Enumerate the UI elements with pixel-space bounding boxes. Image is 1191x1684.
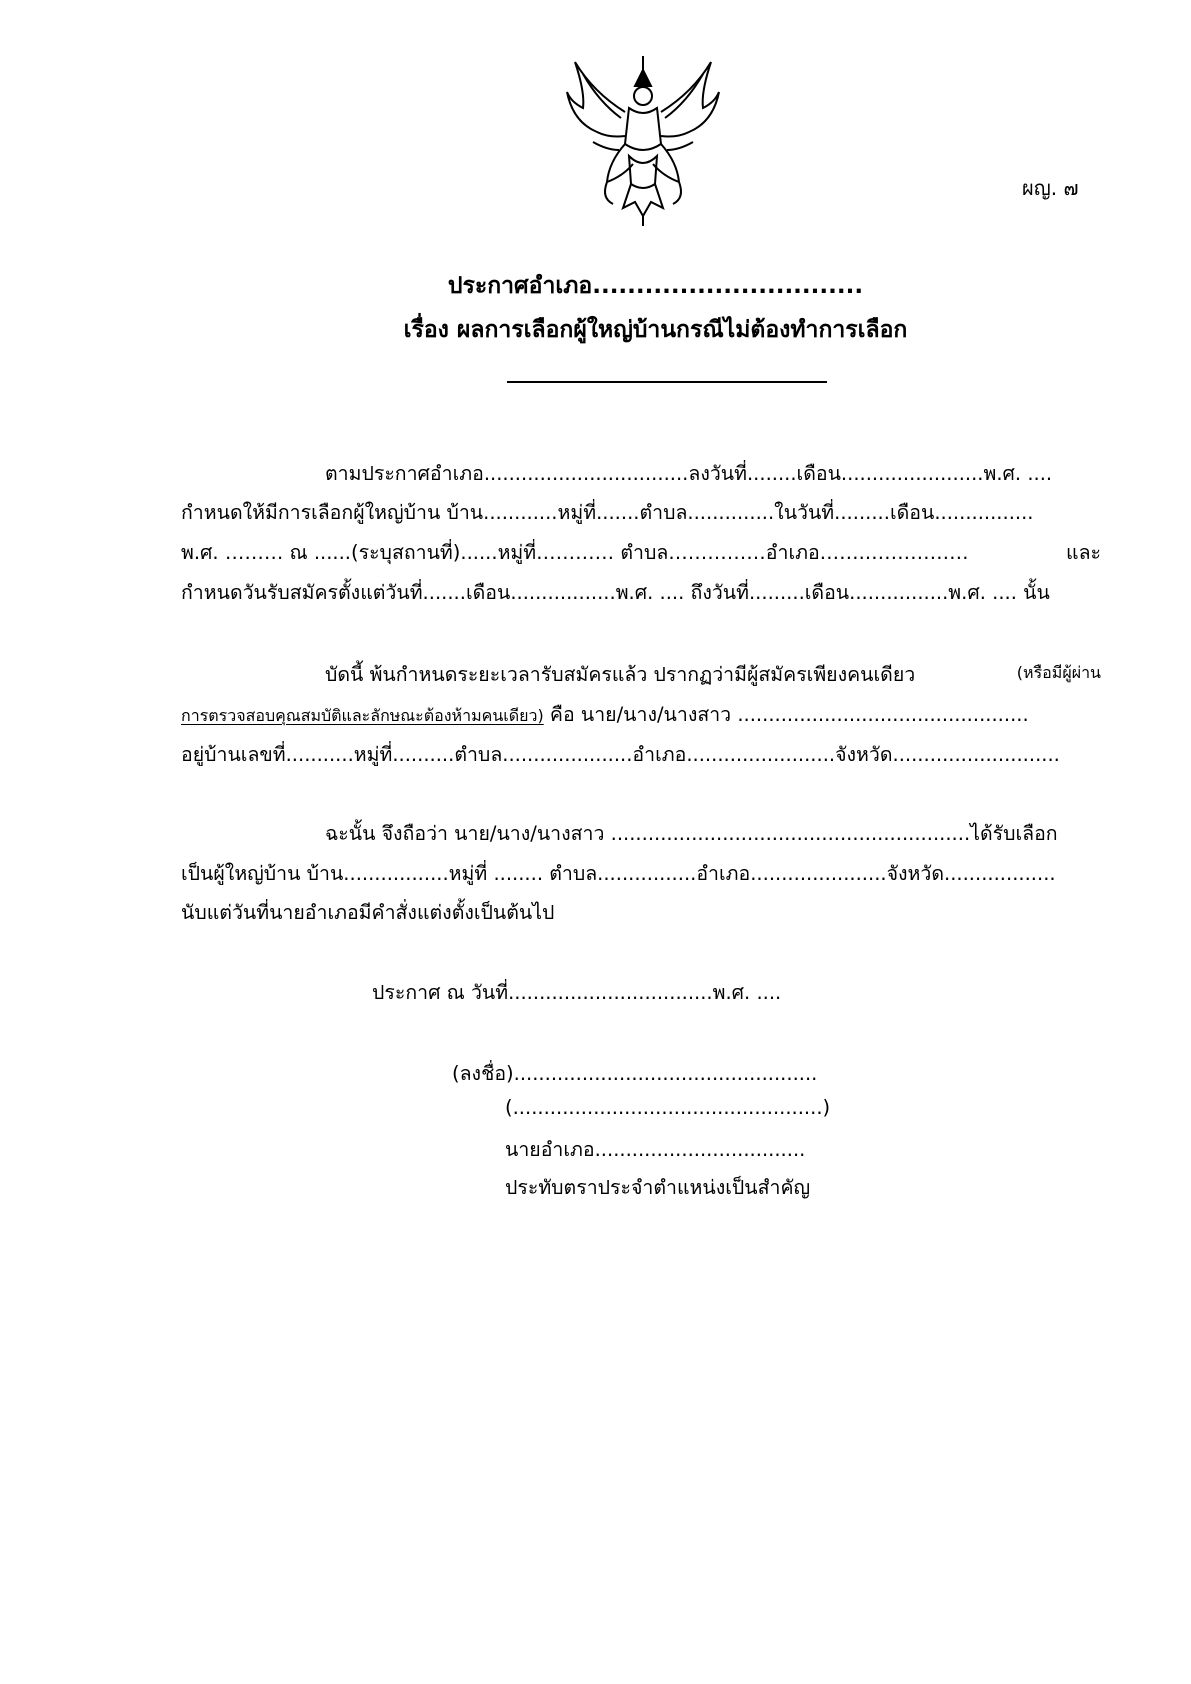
announcement-title: ประกาศอำเภอ...............................	[447, 273, 864, 299]
announcement-subject: เรื่อง ผลการเลือกผู้ใหญ่บ้านกรณีไม่ต้องทำการเลือก	[403, 317, 908, 343]
announce-date: ประกาศ ณ วันที่.................................พ.ศ. ....	[372, 981, 782, 1004]
form-code: ผญ. ๗	[1022, 176, 1079, 200]
title-divider	[507, 381, 827, 383]
para1-line4: กำหนดวันรับสมัครตั้งแต่วันที่.......เดือน.................พ.ศ. .... ถึงวันที่.........เดือน................พ.ศ. .... นั้น	[181, 581, 1050, 604]
para1-line3-end: และ	[1066, 541, 1101, 564]
para2-line2-note: การตรวจสอบคุณสมบัติและลักษณะต้องห้ามคนเดียว)	[181, 706, 544, 725]
para1-line3-text: พ.ศ. ……… ณ ......(ระบุสถานที่)......หมู่ที่………… ตำบล……………อำเภอ……..……………	[181, 541, 969, 564]
para2-line3: อยู่บ้านเลขที่...........หมู่ที่..........ตำบล.....................อำเภอ........................จังหวัด...........................	[181, 743, 1060, 766]
signature-position: นายอำเภอ..................................	[505, 1138, 806, 1161]
para2-line1	[325, 659, 1101, 690]
para1-line2: กำหนดให้มีการเลือกผู้ใหญ่บ้าน บ้าน............หมู่ที่.......ตำบล..............ในวันที่.........เดือน................	[181, 501, 1034, 524]
garuda-emblem-icon	[563, 52, 723, 232]
para3-line3: นับแต่วันที่นายอำเภอมีคำสั่งแต่งตั้งเป็นต้นไป	[181, 901, 555, 924]
para2-line2	[181, 699, 1101, 730]
para2-line1-text: บัดนี้ พ้นกำหนดระยะเวลารับสมัครแล้ว ปรากฏว่ามีผู้สมัครเพียงคนเดียว	[325, 663, 916, 686]
signature-line: (ลงชื่อ).................................................	[452, 1062, 818, 1085]
para1-line1: ตามประกาศอำเภอ.................................ลงวันที่........เดือน.......................พ.ศ. ....	[325, 462, 1053, 485]
para3-line1: ฉะนั้น จึงถือว่า นาย/นาง/นางสาว ..........................................................ได้รับเลือก	[325, 822, 1058, 845]
para2-line1-note: (หรือมีผู้ผ่าน	[1016, 663, 1101, 682]
para1-line3	[181, 537, 1101, 568]
para2-line2-text: คือ นาย/นาง/นางสาว ...............................................	[543, 703, 1029, 726]
para3-line2: เป็นผู้ใหญ่บ้าน บ้าน.................หมู่ที่ ........ ตำบล................อำเภอ......................จังหวัด..................	[181, 862, 1056, 885]
seal-note: ประทับตราประจำตำแหน่งเป็นสำคัญ	[505, 1176, 811, 1199]
signature-name: (..................................................)	[505, 1096, 831, 1119]
